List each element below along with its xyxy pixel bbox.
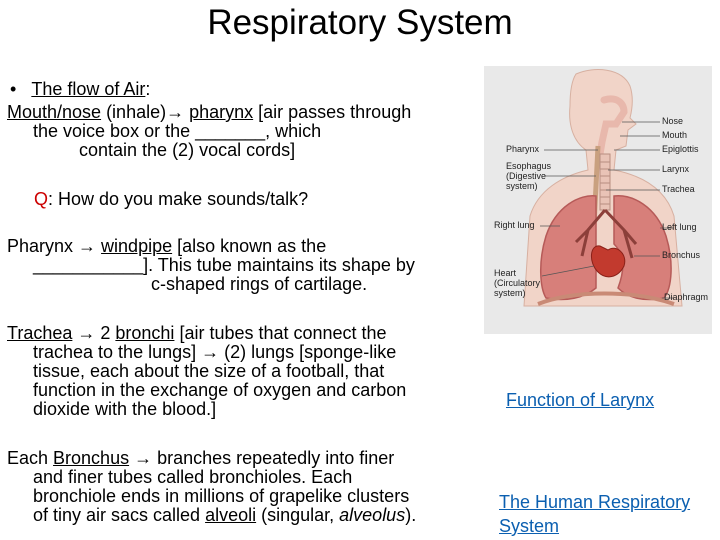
text-line: trachea to the lungs] → (2) lungs [sponge-like <box>33 342 397 362</box>
term-bronchi: bronchi <box>115 323 175 343</box>
text: → 2 <box>72 323 116 343</box>
label-bronchus: Bronchus <box>662 250 701 260</box>
label-pharynx: Pharynx <box>506 144 540 154</box>
paragraph-pharynx <box>7 237 482 294</box>
paragraph-trachea <box>7 324 477 419</box>
term-mouth-nose: Mouth/nose <box>7 102 102 122</box>
text-line: dioxide with the blood.] <box>33 399 217 419</box>
flow-colon: : <box>145 79 151 99</box>
respiratory-diagram-svg <box>484 66 712 334</box>
label-heart-note: (Circulatory <box>494 278 541 288</box>
text: (singular, <box>256 505 340 525</box>
label-esophagus: Esophagus <box>506 161 552 171</box>
link-line: System <box>499 516 560 536</box>
question-line <box>34 190 308 209</box>
term-pharynx: pharynx <box>189 102 254 122</box>
label-esophagus-note: (Digestive <box>506 171 547 181</box>
link-line: The Human Respiratory <box>499 492 691 512</box>
label-trachea: Trachea <box>662 184 695 194</box>
text: [air tubes that connect the <box>174 323 387 343</box>
function-of-larynx-link[interactable]: Function of Larynx <box>506 390 655 410</box>
text-line: bronchiole ends in millions of grapelike clusters <box>33 486 410 506</box>
term-alveoli: alveoli <box>205 505 257 525</box>
label-nose: Nose <box>662 116 684 126</box>
question-text: : How do you make sounds/talk? <box>48 189 309 209</box>
text-line: c-shaped rings of cartilage. <box>151 274 368 294</box>
text: ). <box>405 505 417 525</box>
human-respiratory-system-link[interactable] <box>499 490 717 538</box>
label-mouth: Mouth <box>662 130 688 140</box>
label-esophagus-note: system) <box>506 181 538 191</box>
text: [also known as the <box>172 236 327 256</box>
label-right-lung: Right lung <box>494 220 535 230</box>
label-left-lung: Left lung <box>662 222 697 232</box>
paragraph-mouth-nose <box>7 103 477 160</box>
label-heart: Heart <box>494 268 517 278</box>
text-line: contain the (2) vocal cords] <box>79 140 296 160</box>
label-heart-note: system) <box>494 288 526 298</box>
label-larynx: Larynx <box>662 164 690 174</box>
flow-heading-line <box>10 80 150 99</box>
text: Pharynx → <box>7 236 102 256</box>
label-epiglottis: Epiglottis <box>662 144 699 154</box>
page-title: Respiratory System <box>207 3 513 42</box>
text: of tiny air sacs called <box>33 505 206 525</box>
text-line: and finer tubes called bronchioles. Each <box>33 467 353 487</box>
text: Each <box>7 448 54 468</box>
term-windpipe: windpipe <box>101 236 173 256</box>
text-line: function in the exchange of oxygen and carbon <box>33 380 407 400</box>
text: → branches repeatedly into finer <box>129 448 395 468</box>
paragraph-bronchus <box>7 449 482 525</box>
text-line: tissue, each about the size of a football, that <box>33 361 385 381</box>
text-line: the voice box or the _______, which <box>33 121 322 141</box>
respiratory-diagram <box>484 66 712 334</box>
text-line: ___________]. This tube maintains its shape by <box>33 255 415 275</box>
text: (inhale)→ <box>101 102 190 122</box>
label-diaphragm: Diaphragm <box>664 292 709 302</box>
flow-heading: The flow of Air <box>31 79 146 99</box>
term-bronchus: Bronchus <box>53 448 130 468</box>
term-trachea: Trachea <box>7 323 73 343</box>
term-alveolus: alveolus <box>339 505 406 525</box>
question-label: Q <box>34 189 49 209</box>
bullet: • <box>10 79 17 99</box>
text: [air passes through <box>253 102 412 122</box>
